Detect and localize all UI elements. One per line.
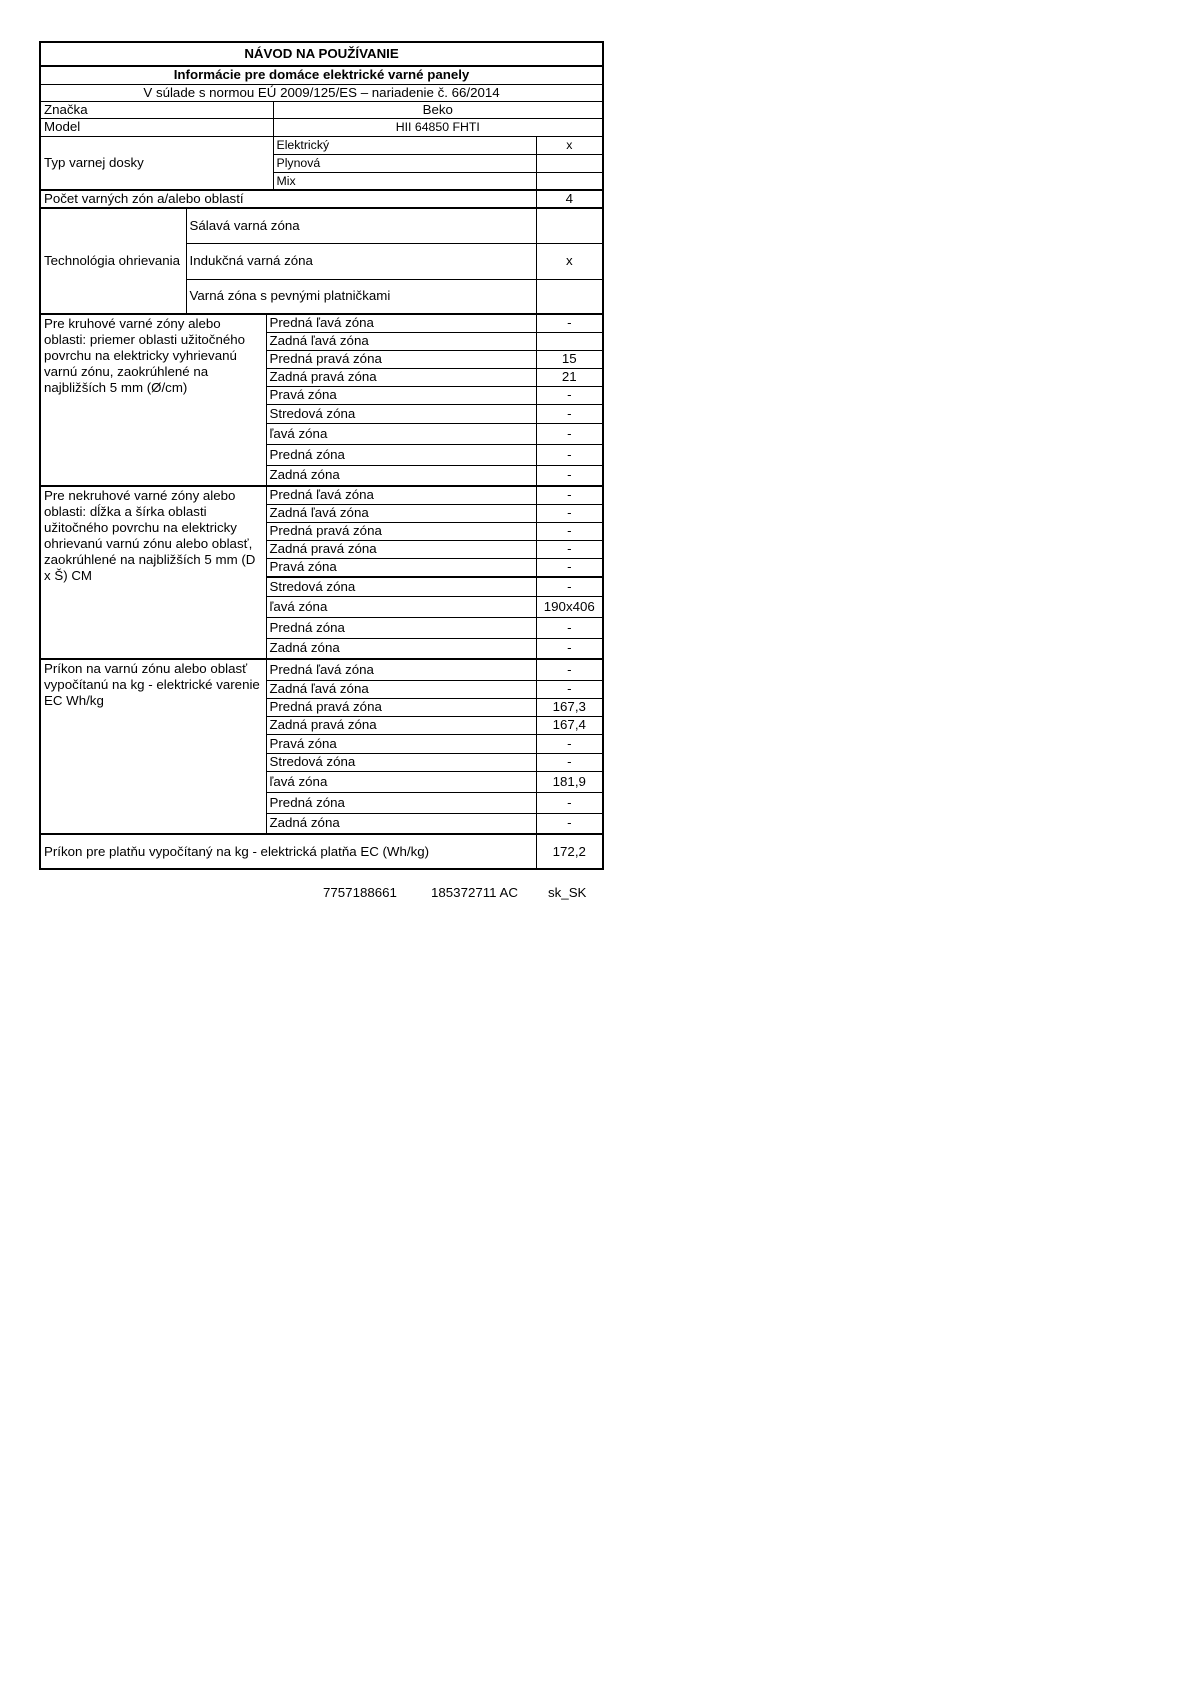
total-energy-row <box>40 834 603 869</box>
zone-value: - <box>536 423 603 444</box>
zone-value: - <box>536 792 603 813</box>
zone-value: 21 <box>536 368 603 386</box>
energy-zone-row <box>40 659 603 680</box>
heating-tech-label: Technológia ohrievania <box>40 208 186 314</box>
zone-count-label: Počet varných zón a/alebo oblastí <box>40 190 536 208</box>
footer-code-1: 7757188661 <box>323 885 397 900</box>
zone-value: 181,9 <box>536 771 603 792</box>
zone-name: Predná pravá zóna <box>266 698 536 716</box>
circular-zones-label: Pre kruhové varné zóny alebo oblasti: priemer oblasti užitočného povrchu na elektricky vyhrievanú varnú zónu, zaokrúhlené na najbližších 5 mm (Ø/cm) <box>40 314 266 486</box>
zone-name: Zadná zóna <box>266 813 536 834</box>
total-energy-label: Príkon pre platňu vypočítaný na kg - elektrická platňa EC (Wh/kg) <box>40 834 536 869</box>
zone-value: - <box>536 659 603 680</box>
zone-value: - <box>536 617 603 638</box>
zone-name: Zadná pravá zóna <box>266 540 536 558</box>
heating-tech-mark: x <box>536 243 603 279</box>
hob-type-row <box>40 136 603 154</box>
noncircular-zones-label: Pre nekruhové varné zóny alebo oblasti: dĺžka a šírka oblasti užitočného povrchu na elektricky ohrievanú varnú zónu alebo oblasť, zaokrúhlené na najbližších 5 mm (D x Š) CM <box>40 486 266 659</box>
zone-value: 15 <box>536 350 603 368</box>
zone-name: Predná pravá zóna <box>266 522 536 540</box>
energy-per-zone-label: Príkon na varnú zónu alebo oblasť vypočítanú na kg - elektrické varenie EC Wh/kg <box>40 659 266 834</box>
zone-value: - <box>536 813 603 834</box>
zone-name: Pravá zóna <box>266 558 536 577</box>
regulation-text: V súlade s normou EÚ 2009/125/ES – nariadenie č. 66/2014 <box>40 84 603 101</box>
zone-value: 190x406 <box>536 596 603 617</box>
zone-value: - <box>536 638 603 659</box>
zone-name: Zadná zóna <box>266 465 536 486</box>
spec-table <box>39 41 604 870</box>
model-value: HII 64850 FHTI <box>273 118 603 136</box>
zone-value: - <box>536 753 603 771</box>
zone-name: Zadná ľavá zóna <box>266 332 536 350</box>
footer-code-2: 185372711 AC <box>431 885 519 900</box>
zone-name: Predná zóna <box>266 444 536 465</box>
heating-tech-option: Indukčná varná zóna <box>186 243 536 279</box>
zone-name: Predná ľavá zóna <box>266 659 536 680</box>
zone-value: - <box>536 386 603 404</box>
circular-zone-row <box>40 314 603 332</box>
document-title: NÁVOD NA POUŽÍVANIE <box>40 42 603 66</box>
zone-value: 167,4 <box>536 716 603 734</box>
zone-value: - <box>536 486 603 504</box>
brand-label: Značka <box>40 101 273 118</box>
zone-name: ľavá zóna <box>266 423 536 444</box>
zone-name: Predná ľavá zóna <box>266 314 536 332</box>
zone-name: Zadná zóna <box>266 638 536 659</box>
zone-name: Pravá zóna <box>266 734 536 753</box>
heating-tech-option: Varná zóna s pevnými platničkami <box>186 279 536 314</box>
subtitle-row <box>40 66 603 84</box>
hob-type-mark <box>536 172 603 190</box>
zone-value: - <box>536 444 603 465</box>
zone-name: Stredová zóna <box>266 753 536 771</box>
total-energy-value: 172,2 <box>536 834 603 869</box>
zone-name: Zadná pravá zóna <box>266 368 536 386</box>
regulation-row <box>40 84 603 101</box>
zone-name: Predná zóna <box>266 617 536 638</box>
model-label: Model <box>40 118 273 136</box>
heating-tech-option: Sálavá varná zóna <box>186 208 536 243</box>
zone-value: - <box>536 465 603 486</box>
zone-name: ľavá zóna <box>266 771 536 792</box>
document-footer <box>39 885 602 905</box>
zone-value: - <box>536 314 603 332</box>
zone-value: - <box>536 540 603 558</box>
zone-value <box>536 332 603 350</box>
zone-name: Stredová zóna <box>266 577 536 596</box>
zone-count-row <box>40 190 603 208</box>
zone-value: 167,3 <box>536 698 603 716</box>
hob-type-mark: x <box>536 136 603 154</box>
model-row <box>40 118 603 136</box>
zone-value: - <box>536 734 603 753</box>
heating-tech-mark <box>536 208 603 243</box>
zone-name: Predná zóna <box>266 792 536 813</box>
zone-name: Predná pravá zóna <box>266 350 536 368</box>
zone-count-value: 4 <box>536 190 603 208</box>
noncircular-zone-row <box>40 486 603 504</box>
footer-locale: sk_SK <box>548 885 587 900</box>
zone-value: - <box>536 522 603 540</box>
zone-value: - <box>536 404 603 423</box>
zone-value: - <box>536 558 603 577</box>
zone-name: Zadná ľavá zóna <box>266 680 536 698</box>
zone-name: Predná ľavá zóna <box>266 486 536 504</box>
brand-value: Beko <box>273 101 603 118</box>
zone-value: - <box>536 577 603 596</box>
heating-tech-row <box>40 208 603 243</box>
hob-type-option: Mix <box>273 172 536 190</box>
zone-name: Stredová zóna <box>266 404 536 423</box>
spec-sheet <box>39 41 602 870</box>
document-subtitle: Informácie pre domáce elektrické varné panely <box>40 66 603 84</box>
brand-row <box>40 101 603 118</box>
hob-type-option: Elektrický <box>273 136 536 154</box>
zone-name: ľavá zóna <box>266 596 536 617</box>
zone-name: Pravá zóna <box>266 386 536 404</box>
hob-type-label: Typ varnej dosky <box>40 136 273 190</box>
heating-tech-mark <box>536 279 603 314</box>
hob-type-option: Plynová <box>273 154 536 172</box>
zone-name: Zadná ľavá zóna <box>266 504 536 522</box>
zone-value: - <box>536 680 603 698</box>
hob-type-mark <box>536 154 603 172</box>
zone-value: - <box>536 504 603 522</box>
zone-name: Zadná pravá zóna <box>266 716 536 734</box>
title-row <box>40 42 603 66</box>
